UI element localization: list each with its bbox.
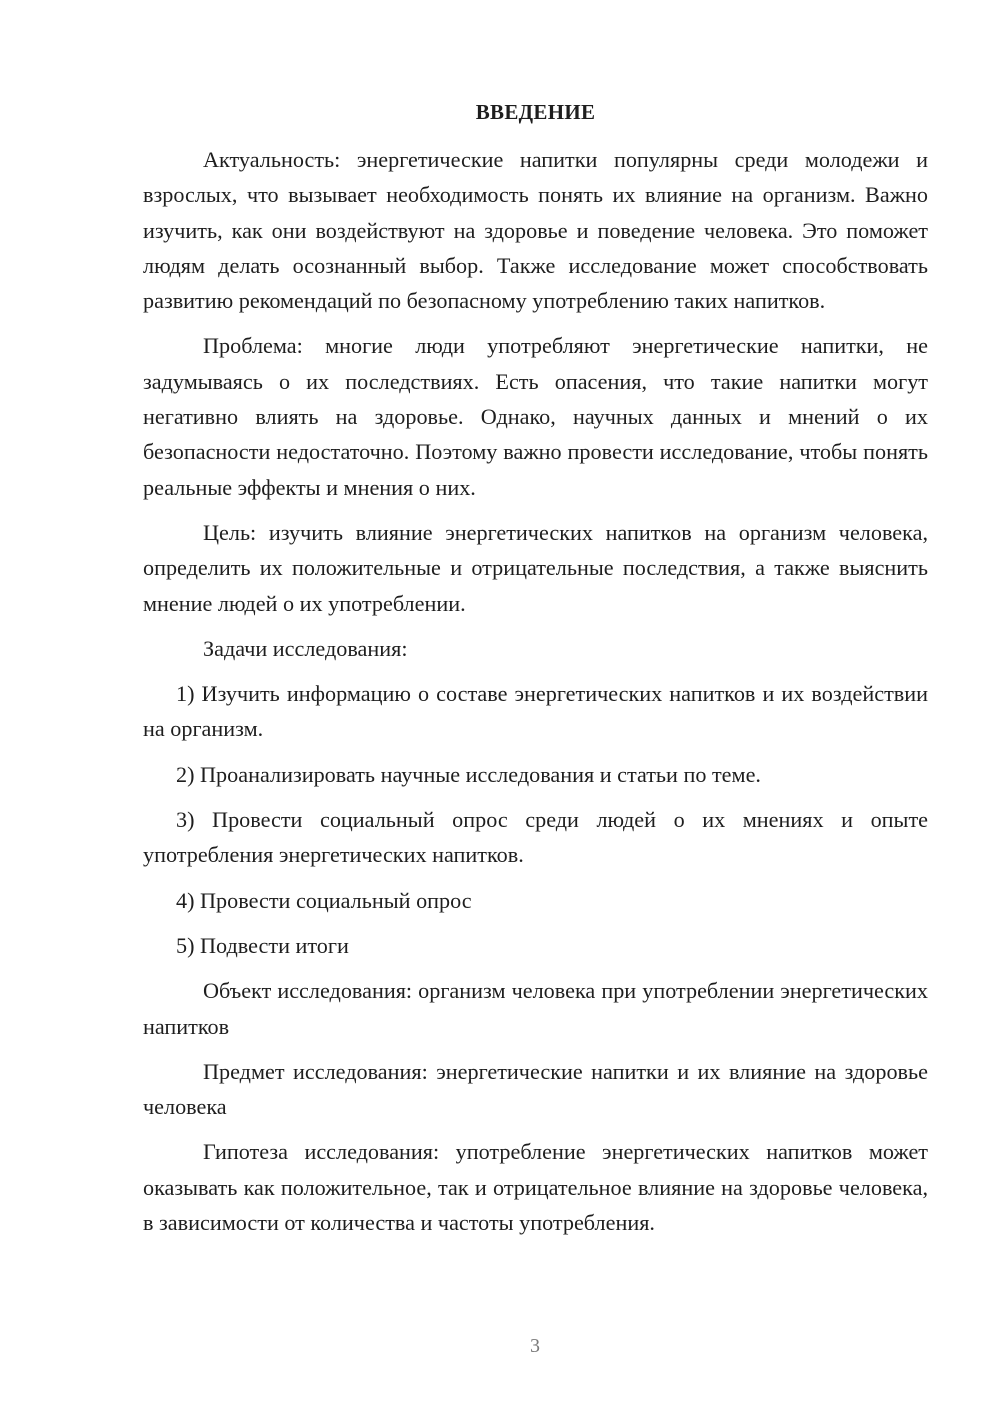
page-number: 3 xyxy=(530,1335,540,1357)
problem-paragraph: Проблема: многие люди употребляют энергетические напитки, не задумываясь о их последствиях. Есть опасения, что такие напитки могут негативно влиять на здоровье. Однако, научных данных и мнений о их безопасности недостаточно. Поэтому важно провести исследование, чтобы понять реальные эффекты и мнения о них. xyxy=(143,333,928,500)
goal-paragraph: Цель: изучить влияние энергетических напитков на организм человека, определить их положительные и отрицательные последствия, а также выяснить мнение людей о их употреблении. xyxy=(143,519,928,616)
task-item: 5) Подвести итоги xyxy=(176,932,349,958)
tasks-heading: Задачи исследования: xyxy=(203,635,408,661)
hypothesis-paragraph: Гипотеза исследования: употребление энергетических напитков может оказывать как положительное, так и отрицательное влияние на здоровье человека, в зависимости от количества и частоты употребления. xyxy=(143,1139,928,1236)
document-body xyxy=(143,142,928,1240)
page-title: ВВЕДЕНИЕ xyxy=(475,100,596,124)
task-item: 1) Изучить информацию о составе энергетических напитков и их воздействии на организм. xyxy=(143,681,928,742)
task-item: 4) Провести социальный опрос xyxy=(176,887,472,913)
object-paragraph: Объект исследования: организм человека при употреблении энергетических напитков xyxy=(143,978,928,1039)
relevance-paragraph: Актуальность: энергетические напитки популярны среди молодежи и взрослых, что вызывает необходимость понять их влияние на организм. Важно изучить, как они воздействуют на здоровье и поведение человека. Это поможет людям делать осознанный выбор. Также исследование может способствовать развитию рекомендаций по безопасному употреблению таких напитков. xyxy=(143,147,928,314)
subject-paragraph: Предмет исследования: энергетические напитки и их влияние на здоровье человека xyxy=(143,1058,928,1120)
task-item: 3) Провести социальный опрос среди людей о их мнениях и опыте употребления энергетических напитков. xyxy=(143,807,928,868)
task-item: 2) Проанализировать научные исследования и статьи по теме. xyxy=(176,761,761,787)
